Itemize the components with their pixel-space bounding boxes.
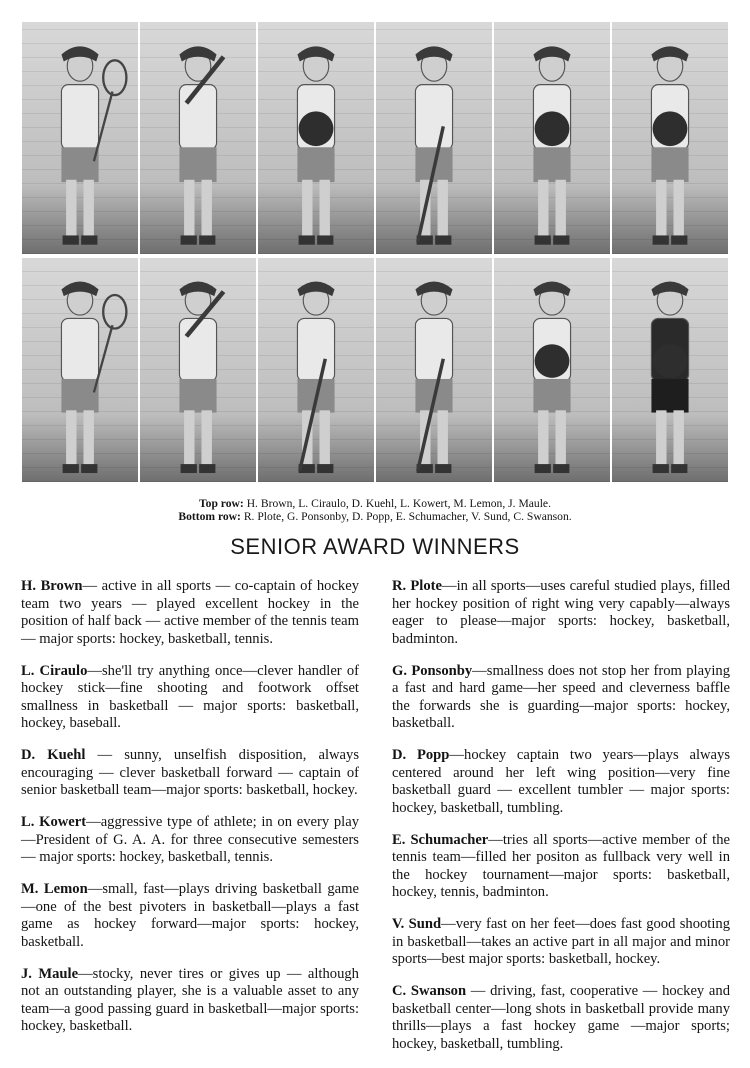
award-entry — [21, 814, 359, 867]
award-entry — [392, 578, 730, 648]
caption-bottom-names: R. Plote, G. Ponsonby, D. Popp, E. Schumacher, V. Sund, C. Swanson. — [243, 510, 572, 523]
award-winner-name: L. Kowert — [21, 814, 87, 831]
award-entry — [21, 881, 359, 951]
award-winner-description: — driving, fast, cooperative — hockey and basketball center—long shots in basketball provide many thrills—plays a fast hockey game —major sports; hockey, basketball, tumbling. — [392, 983, 731, 1052]
award-winner-name: M. Lemon — [21, 881, 88, 898]
award-winner-name: D. Popp — [392, 747, 450, 764]
award-winner-description: —she'll try anything once—clever handler of hockey stick—fine shooting and footwork offset smallness in basketball — major sports: basketball, hockey, baseball. — [21, 662, 359, 732]
award-winner-name: C. Swanson — [392, 983, 467, 1000]
athlete-photo — [140, 258, 256, 482]
award-entry — [21, 578, 359, 648]
award-winner-name: G. Ponsonby — [392, 662, 473, 679]
award-entry — [392, 916, 730, 969]
award-winner-description: —aggressive type of athlete; in on every play—President of G. A. A. for three consecutive semesters — major sports: hockey, basketball, tennis. — [21, 814, 359, 866]
athlete-photo — [258, 22, 374, 254]
athlete-photo — [612, 258, 728, 482]
award-entry — [392, 747, 730, 817]
caption-top-names: H. Brown, L. Ciraulo, D. Kuehl, L. Kowert, M. Lemon, J. Maule. — [246, 497, 551, 510]
athlete-photo — [376, 22, 492, 254]
athlete-photo — [22, 258, 138, 482]
right-column — [392, 578, 730, 1068]
award-entry — [392, 983, 730, 1053]
award-winner-description: — sunny, unselfish disposition, always encouraging — clever basketball forward — captain of senior basketball team—major sports: basketball, hockey. — [21, 747, 359, 799]
award-winner-name: V. Sund — [392, 916, 442, 933]
athlete-photo — [494, 22, 610, 254]
award-entry — [392, 663, 730, 733]
award-winner-name: D. Kuehl — [21, 747, 86, 764]
athlete-photo — [140, 22, 256, 254]
athlete-photo — [22, 22, 138, 254]
left-column — [21, 578, 359, 1050]
award-winner-name: E. Schumacher — [392, 831, 489, 848]
photo-grid — [22, 22, 728, 482]
award-entry — [21, 966, 359, 1036]
award-entry — [392, 832, 730, 902]
award-winner-description: —very fast on her feet—does fast good shooting in basketball—takes an active part in all major and minor sports—best major sports: basketball, hockey. — [392, 916, 731, 968]
award-entry — [21, 747, 359, 800]
caption-bottom-label: Bottom row: — [178, 510, 241, 523]
athlete-photo — [376, 258, 492, 482]
page-title: SENIOR AWARD WINNERS — [230, 534, 520, 559]
athlete-photo — [258, 258, 374, 482]
award-winner-name: L. Ciraulo — [21, 662, 88, 679]
award-winner-name: J. Maule — [21, 965, 79, 982]
caption-bottom-row — [0, 510, 750, 524]
award-winner-description: —in all sports—uses careful studied plays, filled her hockey position of right wing very capably—always eager to please—major sports: hockey, basketball, badminton. — [392, 578, 730, 647]
award-entry — [21, 663, 359, 733]
award-winner-description: —small, fast—plays driving basketball game—one of the best pivoters in basketball—plays a fast game as hockey forward—major sports: hockey, basketball. — [21, 881, 359, 950]
award-winner-description: —hockey captain two years—plays always centered around her left wing position—very fine basketball guard — excellent tumbler — major sports: hockey, basketball, tumbling. — [392, 747, 731, 816]
award-winner-description: —smallness does not stop her from playing a fast and hard game—her speed and cleverness baffle the forwards she is guarding—major sports: hockey, basketball. — [392, 662, 730, 732]
award-winner-name: R. Plote — [392, 578, 442, 594]
award-winner-description: —tries all sports—active member of the tennis team—filled her positon as fullback very well in the hockey tournament—major sports: basketball, hockey, tennis, badminton. — [392, 831, 730, 901]
photo-row-bottom — [22, 258, 728, 482]
caption-top-label: Top row: — [199, 497, 244, 510]
award-winner-name: H. Brown — [21, 578, 83, 594]
athlete-photo — [612, 22, 728, 254]
caption-top-row — [0, 497, 750, 511]
photo-row-top — [22, 22, 728, 254]
award-winner-description: — active in all sports — co-captain of hockey team two years — played excellent hockey in the position of half back — active member of the tennis team — major sports: hockey, basketball, tennis. — [21, 578, 359, 647]
award-winner-description: —stocky, never tires or gives up — although not an outstanding player, she is a valuable asset to any team—a good passing guard in basketball—major sports: hockey, basketball. — [21, 965, 359, 1035]
athlete-photo — [494, 258, 610, 482]
